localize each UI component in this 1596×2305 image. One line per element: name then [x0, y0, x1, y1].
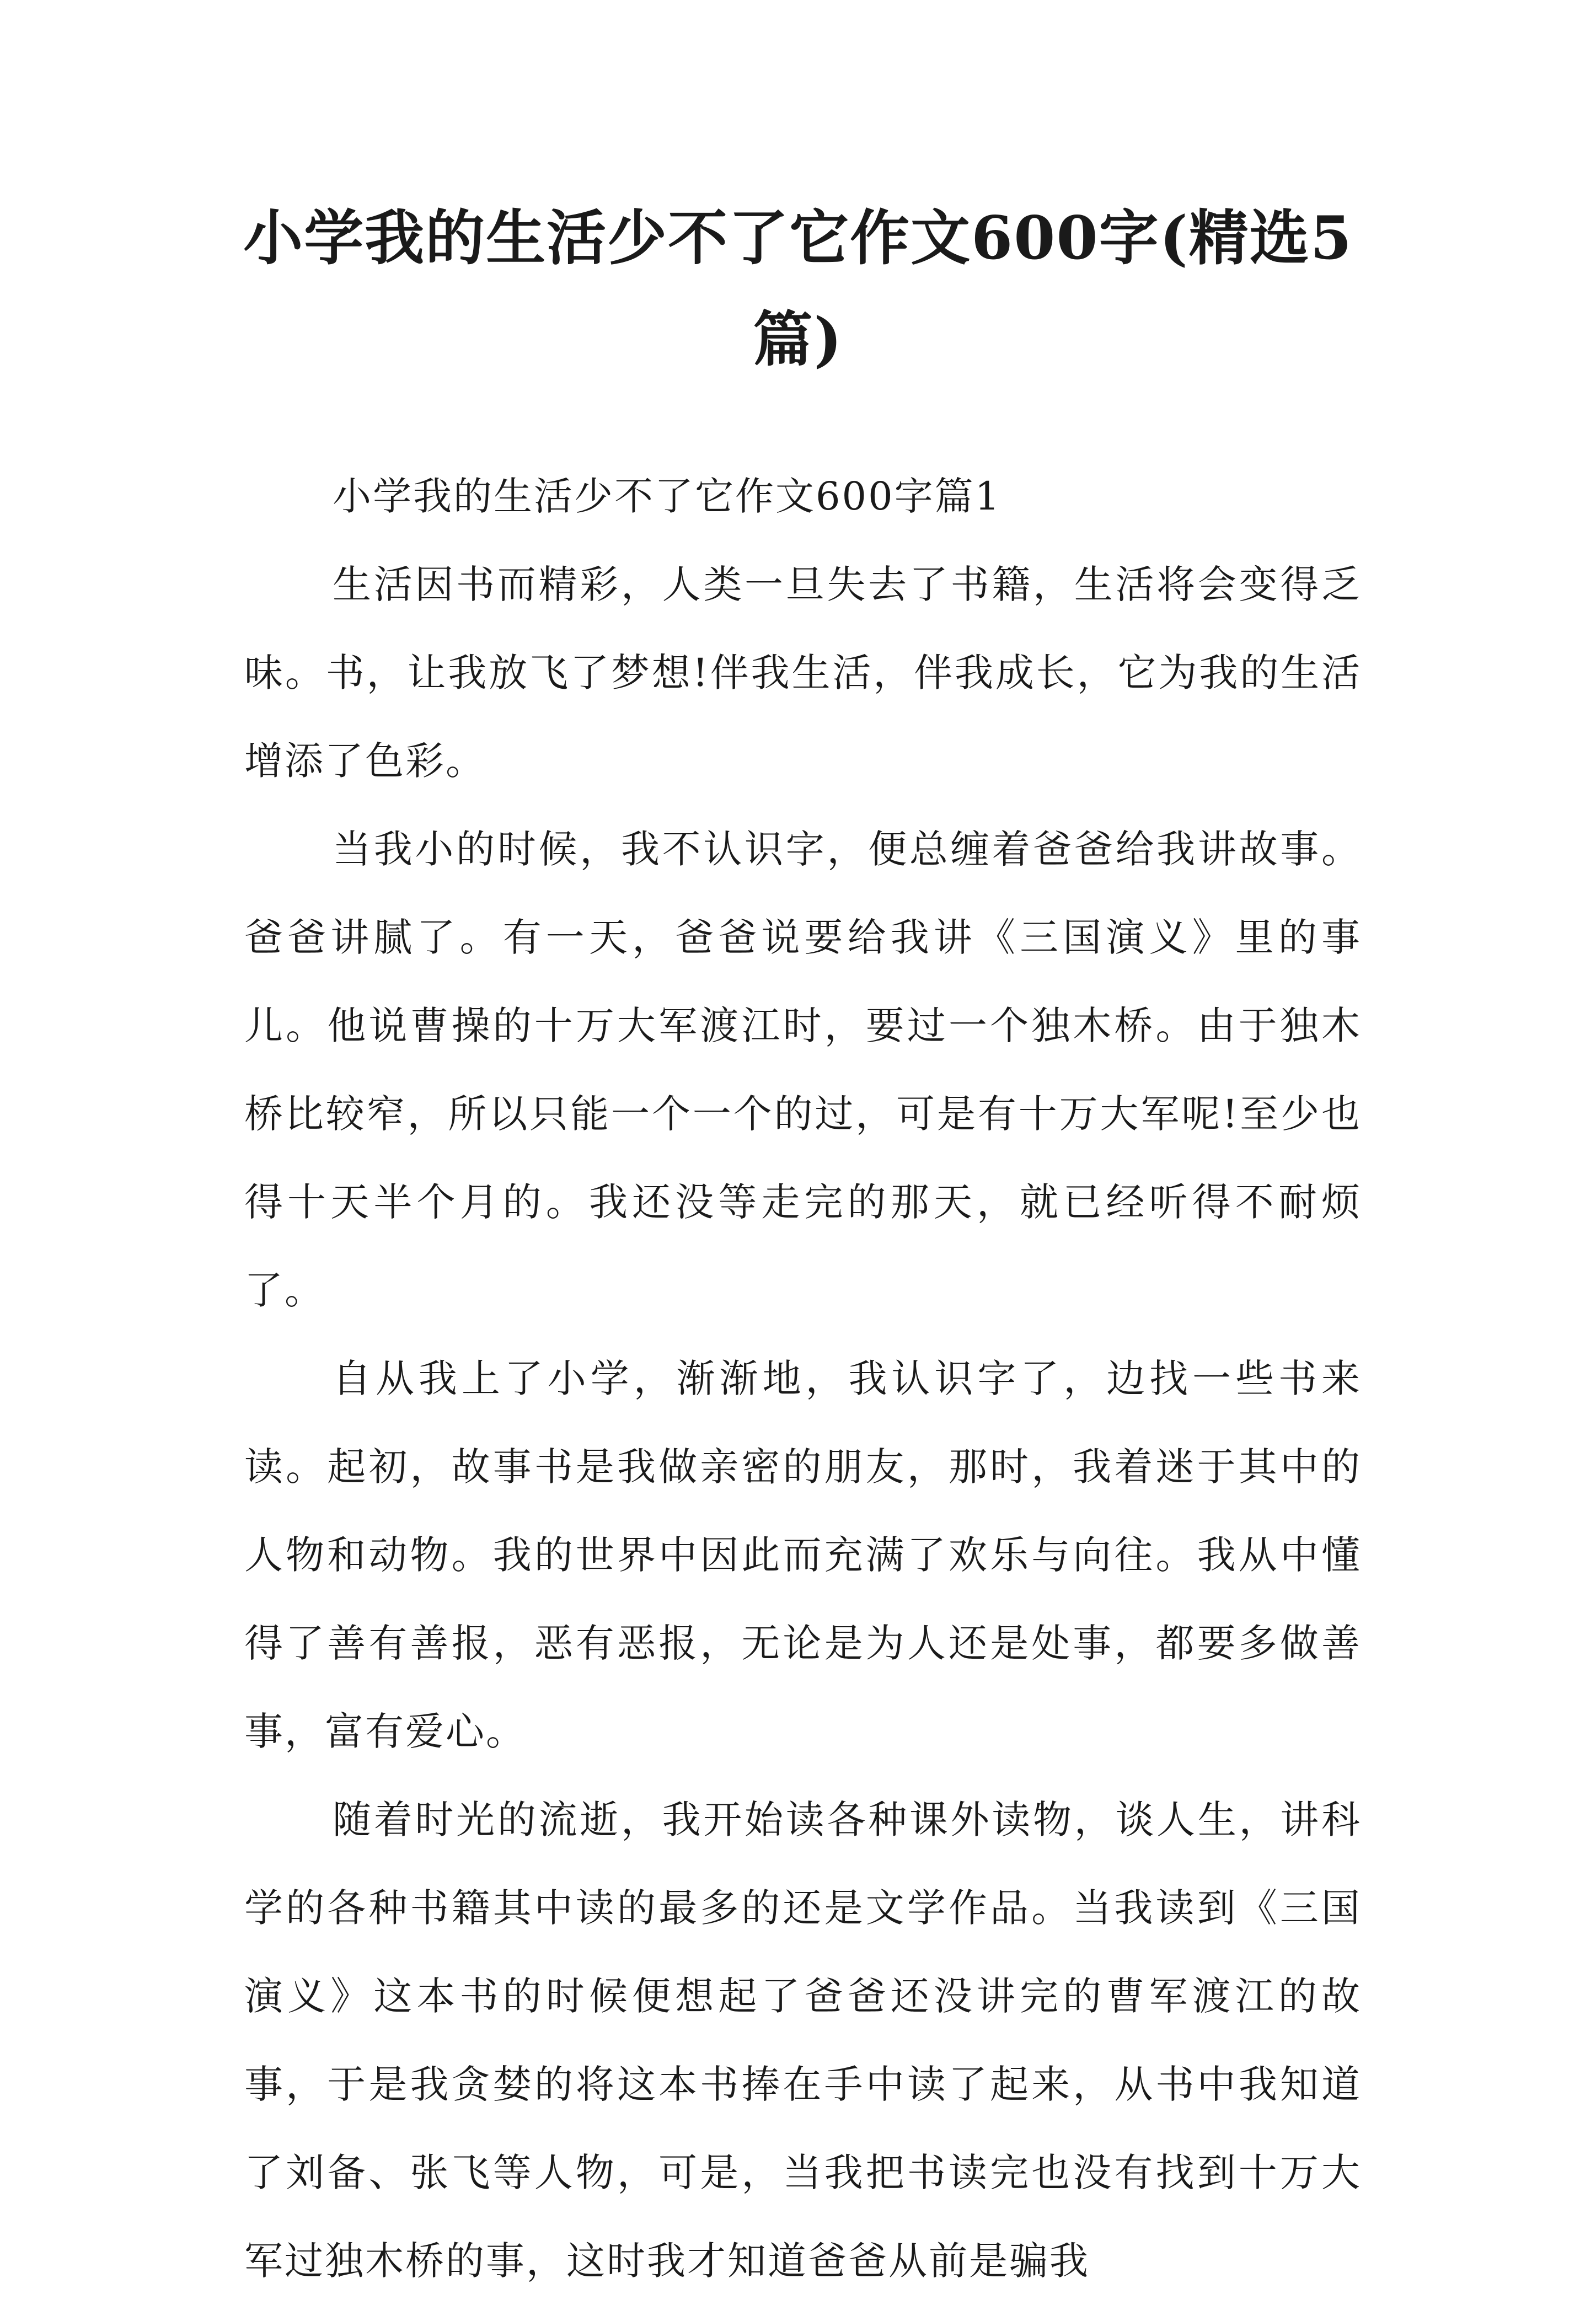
document-body — [244, 452, 1362, 2305]
document-title: 小学我的生活少不了它作文600字(精选5篇) — [243, 203, 1353, 374]
paragraph-1: 生活因书而精彩，人类一旦失去了书籍，生活将会变得乏味。书，让我放飞了梦想!伴我生活，伴我成长，它为我的生活增添了色彩。 — [244, 562, 1362, 784]
paragraph-2: 当我小的时候，我不认识字，便总缠着爸爸给我讲故事。爸爸讲腻了。有一天，爸爸说要给我讲《三国演义》里的事儿。他说曹操的十万大军渡江时，要过一个独木桥。由于独木桥比较窄，所以只能一个一个的过，可是有十万大军呢!至少也得十天半个月的。我还没等走完的那天，就已经听得不耐烦了。 — [244, 827, 1362, 1313]
paragraph-4: 随着时光的流逝，我开始读各种课外读物，谈人生，讲科学的各种书籍其中读的最多的还是文学作品。当我读到《三国演义》这本书的时候便想起了爸爸还没讲完的曹军渡江的故事，于是我贪婪的将这本书捧在手中读了起来，从书中我知道了刘备、张飞等人物，可是，当我把书读完也没有找到十万大军过独木桥的事，这时我才知道爸爸从前是骗我 — [244, 1797, 1362, 2283]
paragraph-3: 自从我上了小学，渐渐地，我认识字了，边找一些书来读。起初，故事书是我做亲密的朋友，那时，我着迷于其中的人物和动物。我的世界中因此而充满了欢乐与向往。我从中懂得了善有善报，恶有恶报，无论是为人还是处事，都要多做善事，富有爱心。 — [244, 1356, 1362, 1754]
section-heading: 小学我的生活少不了它作文600字篇1 — [333, 474, 1001, 519]
